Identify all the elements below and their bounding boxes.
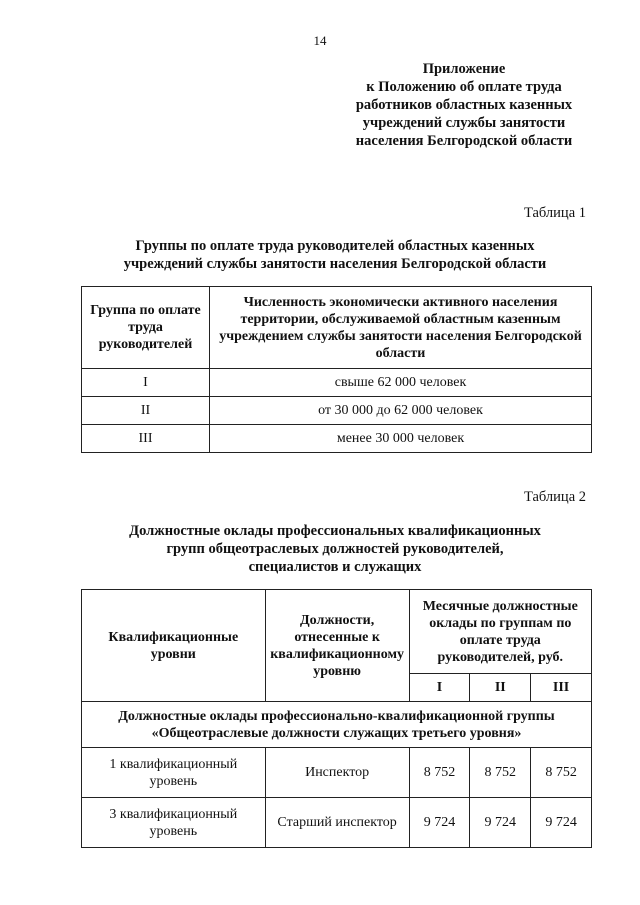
appendix-line: к Положению об оплате труда <box>366 79 562 95</box>
appendix-heading <box>330 60 598 150</box>
table2 <box>81 589 592 848</box>
table2-cell-salary-3: 8 752 <box>531 748 592 798</box>
appendix-line: работников областных казенных <box>355 97 573 113</box>
table2-cell-position: Старший инспектор <box>265 798 409 848</box>
table1-header-population: Численность экономически активного населения территории, обслуживаемой областным казенным учреждением службы занятости населения Белгородской области <box>210 287 592 369</box>
table1-title-line: Группы по оплате труда руководителей областных казенных <box>135 238 535 254</box>
table2-label: Таблица 2 <box>523 489 586 505</box>
table1-cell-population: от 30 000 до 62 000 человек <box>210 397 592 425</box>
table1 <box>81 286 592 453</box>
table2-title-line: групп общеотраслевых должностей руководителей, <box>166 541 504 557</box>
table1-title <box>80 237 590 273</box>
table-row <box>82 748 592 798</box>
page-number: 14 <box>313 33 327 48</box>
table1-header-group: Группа по оплате труда руководителей <box>82 287 210 369</box>
table1-cell-population: менее 30 000 человек <box>210 425 592 453</box>
table2-header-salary: Месячные должностные оклады по группам по оплате труда руководителей, руб. <box>409 590 591 674</box>
table2-cell-salary-3: 9 724 <box>531 798 592 848</box>
appendix-line: Приложение <box>422 61 506 77</box>
table2-header-level: Квалификационные уровни <box>82 590 266 702</box>
table1-cell-group: III <box>82 425 210 453</box>
table2-cell-salary-1: 8 752 <box>409 748 470 798</box>
appendix-line: населения Белгородской области <box>355 133 573 149</box>
table2-cell-salary-1: 9 724 <box>409 798 470 848</box>
table2-cell-position: Инспектор <box>265 748 409 798</box>
table2-title <box>80 522 590 576</box>
table1-cell-population: свыше 62 000 человек <box>210 369 592 397</box>
table1-cell-group: II <box>82 397 210 425</box>
table2-cell-salary-2: 9 724 <box>470 798 531 848</box>
table-row <box>82 425 592 453</box>
table-row <box>82 397 592 425</box>
table1-cell-group: I <box>82 369 210 397</box>
table2-header-positions: Должности, отнесенные к квалификационному уровню <box>265 590 409 702</box>
table2-cell-level: 1 квалификационный уровень <box>82 748 266 798</box>
table1-title-line: учреждений службы занятости населения Белгородской области <box>123 256 547 272</box>
table2-cell-salary-2: 8 752 <box>470 748 531 798</box>
table2-title-line: специалистов и служащих <box>248 559 422 575</box>
table1-label: Таблица 1 <box>523 205 586 221</box>
table-row <box>82 798 592 848</box>
appendix-line: учреждений службы занятости <box>362 115 566 131</box>
table-row <box>82 369 592 397</box>
table2-title-line: Должностные оклады профессиональных квалификационных <box>129 523 541 539</box>
table2-group-heading: Должностные оклады профессионально-квалификационной группы «Общеотраслевые должности служащих третьего уровня» <box>82 702 592 748</box>
table2-cell-level: 3 квалификационный уровень <box>82 798 266 848</box>
table2-header-group-2: II <box>470 674 531 702</box>
table2-header-group-1: I <box>409 674 470 702</box>
table2-header-group-3: III <box>531 674 592 702</box>
